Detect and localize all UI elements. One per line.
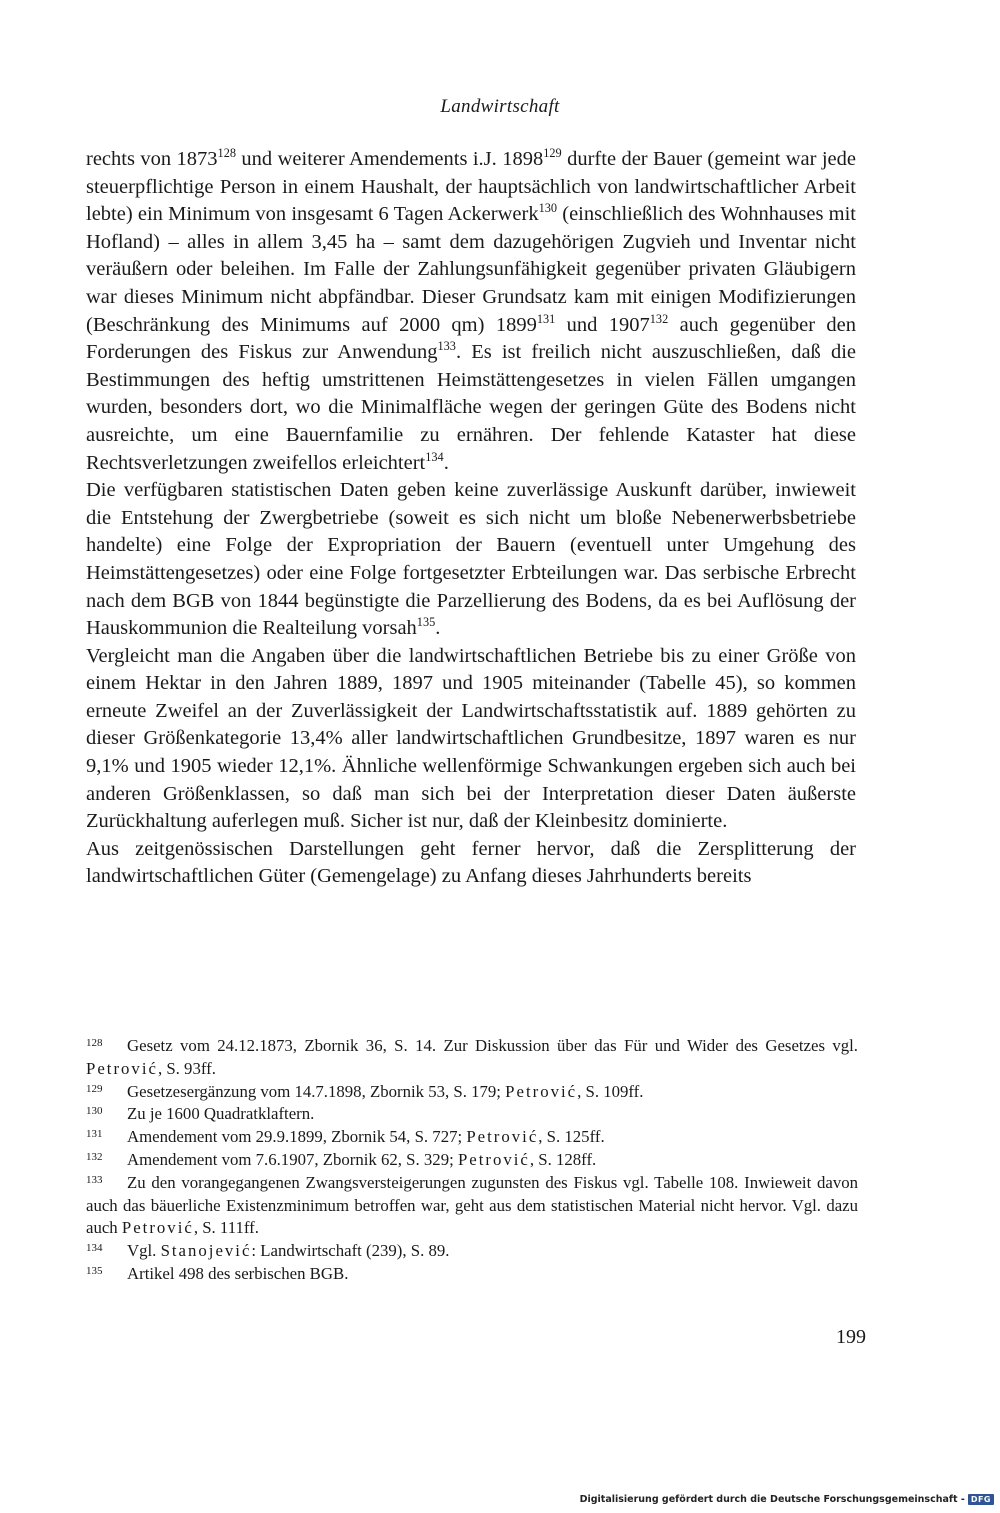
text-run: Die verfügbaren statistischen Daten geben keine zuverlässige Auskunft darüber, inwieweit die Entstehung der Zwergbetriebe (soweit es sich nicht um bloße Nebenerwerbsbetriebe handelte) eine Folge der Expropriation der Bauern (eventuell unter Umgehung des Heimstättengesetzes) oder eine Folge fortgesetzter Erbteilungen war. Das serbische Erbrecht nach dem BGB von 1844 begünstigte die Parzellierung des Bodens, da es bei Auflösung der Hauskommunion die Realteilung vorsah [86,479,856,640]
footnote: 133 Zu den vorangegangenen Zwangsversteigerungen zugunsten des Fiskus vgl. Tabelle 108. Inwieweit davon auch das bäuerliche Existenzminimum betroffen war, geht aus dem statistischen Material nicht hervor. Vgl. dazu auch Petrović, S. 111ff. [86,1172,858,1238]
footnote-text: Vgl. [127,1241,161,1261]
footnote-text: , S. 93ff. [157,1058,216,1078]
footnote-ref[interactable]: 130 [538,201,558,216]
author-name: Stanojević [160,1241,252,1261]
text-run: durfte der Bauer (gemeint war jede steuerpflichtige Person in einem Haushalt, der hauptsächlich von landwirtschaftlicher Arbeit lebte) ein Minimum von insgesamt 6 Tagen Ackerwerk [86,148,857,226]
text-run: (einschließlich des Wohnhauses mit Hofland) – alles in allem 3,45 ha – samt dem dazugehörigen Zugvieh und Inventar nicht veräußern oder beleihen. Im Falle der Zahlungsunfähigkeit gegenüber privaten Gläubigern war dieses Minimum nicht abpfändbar. Dieser Grundsatz kam mit einigen Modifizierungen (Beschränkung des Minimums auf 2000 qm) 1899 [86,203,856,336]
dfg-logo-icon: DFG [968,1494,994,1505]
text-run: . Es ist freilich nicht auszuschließen, daß die Bestimmungen des heftig umstrittenen Heimstättengesetzes in vielen Fällen umgangen wurden, besonders dort, wo die Minimalfläche wegen der geringen Güte des Bodens nicht ausreichte, um eine Bauernfamilie zu ernähren. Der fehlende Kataster hat diese Rechtsverletzungen zweifellos erleichtert [86,341,857,474]
footnote: 132 Amendement vom 7.6.1907, Zbornik 62, S. 329; Petrović, S. 128ff. [86,1149,597,1169]
footnote-text: : Landwirtschaft (239), S. 89. [251,1241,450,1261]
footnote: 128 Gesetz vom 24.12.1873, Zbornik 36, S. 14. Zur Diskussion über das Für und Wider des Gesetzes vgl. Petrović, S. 93ff. [86,1036,858,1078]
author-name: Petrović [505,1081,578,1101]
footnote-ref[interactable]: 134 [425,449,444,464]
paragraph [86,146,856,477]
text-run: rechts von 1873 [86,148,218,170]
footnote-ref[interactable]: 131 [536,311,556,326]
footnote-text: Amendement vom 7.6.1907, Zbornik 62, S. 329; [127,1149,458,1169]
footnote-text: Amendement vom 29.9.1899, Zbornik 54, S. 727; [127,1127,467,1147]
paragraph [86,643,856,836]
footnote-text: , S. 111ff. [193,1218,259,1238]
footnote: 129 Gesetzesergänzung vom 14.7.1898, Zbornik 53, S. 179; Petrović, S. 109ff. [86,1081,644,1101]
footnote-text: , S. 125ff. [538,1127,605,1147]
footnote-text: Zu je 1600 Quadratklaftern. [127,1104,315,1124]
author-name: Petrović [86,1058,158,1078]
footnote-ref[interactable]: 133 [437,339,456,354]
footnote-text: , S. 128ff. [529,1149,597,1169]
footnote-text: Zu den vorangegangenen Zwangsversteigerungen zugunsten des Fiskus vgl. Tabelle 108. Inwieweit davon auch das bäuerliche Existenzminimum betroffen war, geht aus dem statistischen Material nicht hervor. Vgl. dazu auch [86,1172,858,1238]
text-run: und weiterer Amendements i.J. 1898 [236,148,544,170]
text-run: . [443,451,449,474]
footnote-text: Gesetz vom 24.12.1873, Zbornik 36, S. 14. Zur Diskussion über das Für und Wider des Gesetzes vgl. [127,1036,858,1055]
footnote-ref[interactable]: 132 [649,311,669,326]
paragraph [86,477,856,643]
running-head: Landwirtschaft [440,96,560,117]
text-run: Vergleicht man die Angaben über die landwirtschaftlichen Betriebe bis zu einer Größe von einem Hektar in den Jahren 1889, 1897 und 1905 miteinander (Tabelle 45), so kommen erneute Zweifel an der Zuverlässigkeit der Landwirtschaftsstatistik auf. 1889 gehörten zu dieser Größenkategorie 13,4% aller landwirtschaftlichen Grundbesitze, 1897 waren es nur 9,1% und 1905 wieder 12,1%. Ähnliche wellenförmige Schwankungen ergeben sich auch bei anderen Größenklassen, so daß man sich bei der Interpretation dieser Daten äußerste Zurückhaltung auferlegen muß. Sicher ist nur, daß der Kleinbesitz dominierte. [86,644,856,833]
footnote-ref[interactable]: 129 [543,146,562,161]
footnote-text: Artikel 498 des serbischen BGB. [127,1263,349,1283]
text-run: und 1907 [555,313,650,336]
credit-text: Digitalisierung gefördert durch die Deutsche Forschungsgemeinschaft - [579,1494,965,1505]
footnote-ref[interactable]: 128 [217,146,236,161]
page-number: 199 [836,1326,866,1348]
author-name: Petrović [466,1127,539,1147]
digitization-credit [580,1494,994,1505]
footnote-text: Gesetzesergänzung vom 14.7.1898, Zbornik 53, S. 179; [127,1081,506,1101]
body-text [86,146,856,891]
author-name: Petrović [121,1218,194,1238]
footnote: 134 Vgl. Stanojević: Landwirtschaft (239), S. 89. [86,1241,450,1261]
footnote: 130 Zu je 1600 Quadratklaftern. [86,1104,315,1124]
footnote: 135 Artikel 498 des serbischen BGB. [86,1263,349,1283]
text-run: Aus zeitgenössischen Darstellungen geht ferner hervor, daß die Zersplitterung der landwirtschaftlichen Güter (Gemengelage) zu Anfang dieses Jahrhunderts bereits [86,837,856,888]
text-run: . [435,617,441,640]
paragraph [86,836,856,891]
footnote-ref[interactable]: 135 [416,615,436,630]
footnotes [86,1035,858,1286]
text-run: auch gegenüber den Forderungen des Fiskus zur Anwendung [86,313,857,364]
footnote: 131 Amendement vom 29.9.1899, Zbornik 54, S. 727; Petrović, S. 125ff. [86,1127,605,1147]
footnote-text: , S. 109ff. [577,1081,644,1101]
author-name: Petrović [457,1149,530,1169]
